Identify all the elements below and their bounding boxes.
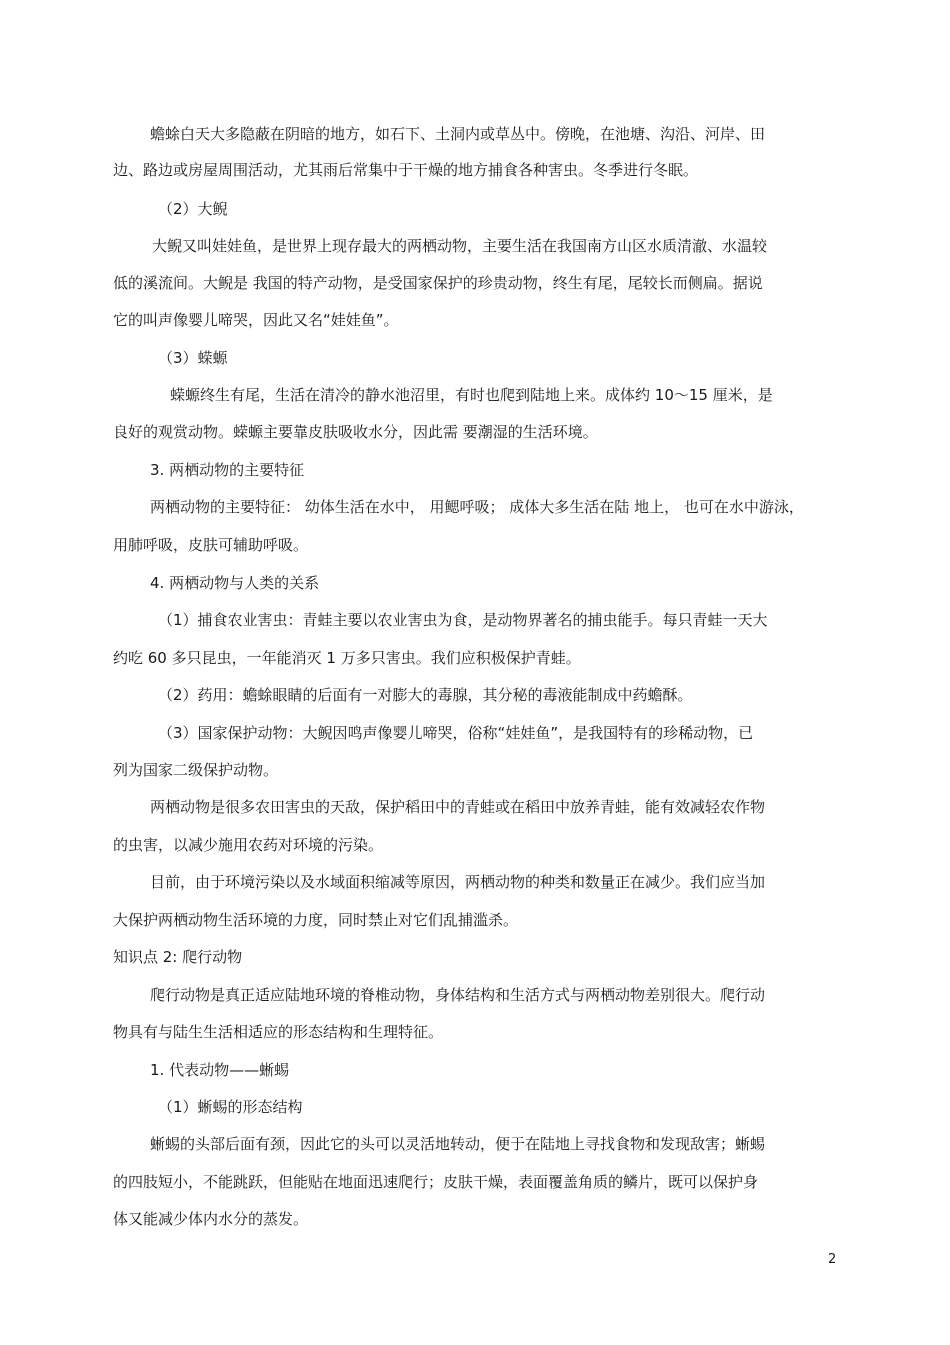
text-line: 低的溪流间。大鲵是 我国的特产动物，是受国家保护的珍贵动物，终生有尾，尾较长而侧扁。据说 <box>113 274 763 292</box>
text-line: （3）蝾螈 <box>158 349 228 367</box>
text-line: 列为国家二级保护动物。 <box>113 761 279 779</box>
text-line: 目前，由于环境污染以及水域面积缩减等原因，两栖动物的种类和数量正在减少。我们应当加 <box>150 873 766 891</box>
text-line: 两栖动物的主要特征： 幼体生活在水中， 用鳃呼吸； 成体大多生活在陆 地上， 也可在水中游泳， <box>150 498 804 516</box>
text-line: 蝾螈终生有尾，生活在清冷的静水池沼里，有时也爬到陆地上来。成体约 10～15 厘米，是 <box>170 386 773 404</box>
text-line: （2）药用：蟾蜍眼睛的后面有一对膨大的毒腺，其分秘的毒液能制成中药蟾酥。 <box>158 686 693 704</box>
section-heading: 4. 两栖动物与人类的关系 <box>150 574 320 592</box>
section-heading: 1. 代表动物——蜥蜴 <box>150 1061 290 1079</box>
text-line: 大保护两栖动物生活环境的力度，同时禁止对它们乱捕滥杀。 <box>113 911 519 929</box>
text-line: （3）国家保护动物：大鲵因鸣声像婴儿啼哭，俗称“娃娃鱼”，是我国特有的珍稀动物，已 <box>158 724 754 742</box>
section-heading: （1）蜥蜴的形态结构 <box>158 1098 303 1116</box>
text-line: （2）大鲵 <box>158 200 228 218</box>
text-line: 物具有与陆生生活相适应的形态结构和生理特征。 <box>113 1023 444 1041</box>
page-number: 2 <box>828 1252 837 1267</box>
text-line: 体又能减少体内水分的蒸发。 <box>113 1210 309 1228</box>
text-line: 蟾蜍白天大多隐蔽在阴暗的地方，如石下、土洞内或草丛中。傍晚，在池塘、沟沿、河岸、田 <box>150 125 766 143</box>
text-line: （1）捕食农业害虫：青蛙主要以农业害虫为食，是动物界著名的捕虫能手。每只青蛙一天大 <box>158 611 768 629</box>
section-heading: 3. 两栖动物的主要特征 <box>150 461 305 479</box>
text-line: 边、路边或房屋周围活动，尤其雨后常集中于干燥的地方捕食各种害虫。冬季进行冬眠。 <box>113 161 699 179</box>
text-line: 用肺呼吸，皮肤可辅助呼吸。 <box>113 536 309 554</box>
text-line: 约吃 60 多只昆虫，一年能消灭 1 万多只害虫。我们应积极保护青蛙。 <box>113 649 581 667</box>
text-line: 良好的观赏动物。蝾螈主要靠皮肤吸收水分，因此需 要潮湿的生活环境。 <box>113 423 598 441</box>
text-line: 爬行动物是真正适应陆地环境的脊椎动物，身体结构和生活方式与两栖动物差别很大。爬行动 <box>150 986 766 1004</box>
text-line: 的四肢短小，不能跳跃，但能贴在地面迅速爬行；皮肤干燥，表面覆盖角质的鳞片，既可以保护身 <box>113 1173 759 1191</box>
text-line: 蜥蜴的头部后面有颈，因此它的头可以灵活地转动，便于在陆地上寻找食物和发现敌害；蜥蜴 <box>150 1135 766 1153</box>
text-line: 它的叫声像婴儿啼哭，因此又名“娃娃鱼”。 <box>113 311 399 329</box>
text-line: 大鲵又叫娃娃鱼，是世界上现存最大的两栖动物，主要生活在我国南方山区水质清澈、水温较 <box>152 237 768 255</box>
text-line: 两栖动物是很多农田害虫的天敌，保护稻田中的青蛙或在稻田中放养青蛙，能有效减轻农作物 <box>150 798 766 816</box>
knowledge-point-heading: 知识点 2: 爬行动物 <box>113 948 243 966</box>
text-line: 的虫害，以减少施用农药对环境的污染。 <box>113 836 384 854</box>
